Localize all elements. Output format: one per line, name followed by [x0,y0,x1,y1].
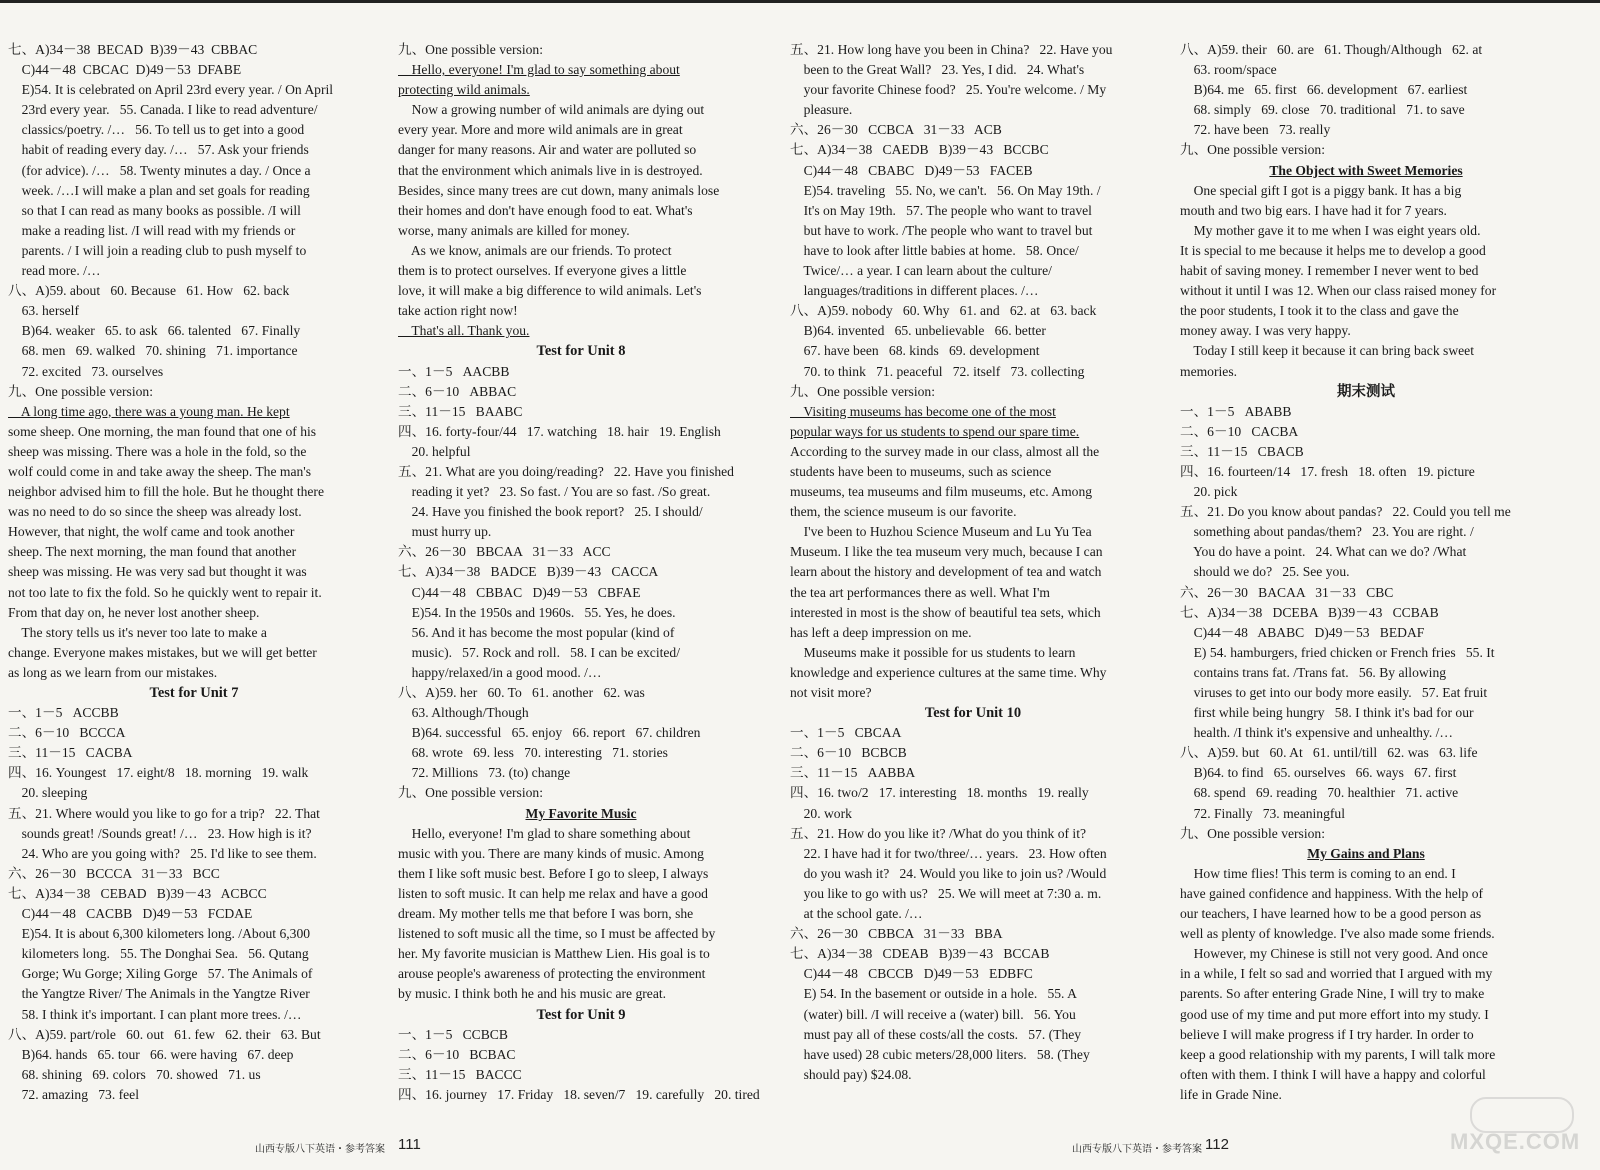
answer-line: but have to work. /The people who want to travel but [790,222,1093,238]
answer-line: C)44－48 CBBAC D)49－53 CBFAE [398,584,641,600]
answer-line: worse, many animals are killed for money. [398,222,630,238]
answer-line: them is to protect ourselves. If everyone gives a little [398,263,687,279]
answer-line: read more. /… [8,263,101,279]
answer-line: According to the survey made in our class, almost all the [790,443,1100,459]
answer-line: parents. So after entering Grade Nine, I will try to make [1180,986,1485,1002]
answer-line: believe I will make progress if I try harder. In order to [1180,1026,1474,1042]
answer-line: 期末测试 [1337,383,1395,400]
answer-line: the poor students, I took it to the class and gave the [1180,303,1459,319]
answer-line: 68. shining 69. colors 70. showed 71. us [8,1066,261,1082]
answer-line: change. Everyone makes mistakes, but we will get better [8,644,317,660]
answer-line: 九、One possible version: [8,383,153,399]
answer-line: 八、A)59. part/role 60. out 61. few 62. their 63. But [8,1026,321,1042]
answer-line: 二、6－10 BCBCB [790,745,907,761]
answer-line: B)64. invented 65. unbelievable 66. better [790,323,1046,339]
answer-line: our teachers, I have learned how to be a good person as [1180,906,1482,922]
answer-column-1 [8,40,380,1105]
answer-line: 二、6－10 ABBAC [398,383,517,399]
answer-line: happy/relaxed/in a good mood. /… [398,664,602,680]
footer-label-left: 山西专版八下英语・参考答案 [255,1144,385,1155]
watermark-text: MXQE.COM [1450,1129,1581,1154]
answer-line: the Yangtze River/ The Animals in the Yangtze River [8,986,310,1002]
answer-line: My Gains and Plans [1307,845,1425,861]
top-border [0,0,1600,3]
answer-line: 三、11－15 BAABC [398,403,523,419]
answer-line: 70. to think 71. peaceful 72. itself 73. collecting [790,363,1085,379]
answer-line: 六、26－30 BACAA 31－33 CBC [1180,584,1394,600]
answer-line: has left a deep impression on me. [790,624,972,640]
answer-line: kilometers long. 55. The Donghai Sea. 56. Qutang [8,946,309,962]
answer-line: 六、26－30 BBCAA 31－33 ACC [398,544,611,560]
answer-line: 72. excited 73. ourselves [8,363,164,379]
answer-line: 63. Although/Though [398,705,529,721]
answer-line: 68. simply 69. close 70. traditional 71. to save [1180,102,1465,118]
answer-line: languages/traditions in different places. /… [790,283,1039,299]
answer-line: not visit more? [790,685,872,700]
answer-line: sheep was missing. There was a hole in the fold, so the [8,443,307,459]
answer-line: 四、16. Youngest 17. eight/8 18. morning 19. walk [8,765,309,781]
answer-line: As we know, animals are our friends. To protect [398,242,672,258]
answer-line: arouse people's awareness of protecting the environment [398,966,706,982]
answer-line: 一、1－5 CCBCB [398,1026,508,1042]
answer-line: C)44－48 CACBB D)49－53 FCDAE [8,906,253,922]
answer-line: them I like soft music best. Before I go to sleep, I always [398,865,709,881]
answer-line: 八、A)59. their 60. are 61. Though/Although 62. at [1180,42,1483,57]
answer-line: 72. have been 73. really [1180,122,1331,138]
answer-line: 五、21. How do you like it? /What do you think of it? [790,825,1087,841]
answer-line: 20. helpful [398,443,471,459]
answer-line: I've been to Huzhou Science Museum and Lu Yu Tea [790,524,1092,540]
answer-line: From that day on, he never lost another sheep. [8,604,260,620]
answer-line: A long time ago, there was a young man. He kept [8,403,290,419]
answer-line: health. /I think it's expensive and unhealthy. /… [1180,725,1454,741]
answer-line: as long as we learn from our mistakes. [8,664,218,680]
answer-line: 八、A)59. her 60. To 61. another 62. was [398,685,645,700]
answer-line: 72. amazing 73. feel [8,1086,139,1102]
watermark-logo [1440,1095,1590,1155]
answer-line: B)64. me 65. first 66. development 67. earliest [1180,82,1468,98]
answer-line: 20. pick [1180,484,1238,500]
answer-line: E) 54. hamburgers, fried chicken or French fries 55. It [1180,644,1495,660]
answer-line: contains trans fat. /Trans fat. 56. By allowing [1180,664,1447,680]
answer-line: 一、1－5 ACCBB [8,705,119,721]
answer-line: Today I still keep it because it can bring back sweet [1180,343,1474,359]
answer-line: 五、21. Where would you like to go for a trip? 22. That [8,805,320,821]
watermark-badge-icon [1470,1097,1574,1133]
answer-line: some sheep. One morning, the man found that one of his [8,423,317,439]
answer-line: interested in most is the show of beautiful tea sets, which [790,604,1101,620]
answer-line: 九、One possible version: [398,785,543,801]
answer-line: 九、One possible version: [1180,825,1325,841]
answer-line: 三、11－15 AABBA [790,765,916,781]
answer-line: something about pandas/them? 23. You are right. / [1180,524,1474,540]
answer-line: mouth and two big ears. I have had it for 7 years. [1180,202,1447,218]
answer-line: The Object with Sweet Memories [1269,162,1463,178]
answer-line: 一、1－5 ABABB [1180,403,1292,419]
answer-line: It is special to me because it helps me to develop a good [1180,242,1486,258]
answer-line: 四、16. fourteen/14 17. fresh 18. often 19. picture [1180,463,1475,479]
answer-line: museums, tea museums and film museums, etc. Among [790,484,1093,500]
answer-line: classics/poetry. /… 56. To tell us to get into a good [8,122,305,138]
answer-line: (for advice). /… 58. Twenty minutes a day. / Once a [8,162,311,178]
answer-line: you like to go with us? 25. We will meet at 7:30 a. m. [790,885,1102,901]
answer-line: 七、A)34－38 DCEBA B)39－43 CCBAB [1180,604,1439,620]
answer-line: at the school gate. /… [790,906,923,922]
answer-line: music with you. There are many kinds of music. Among [398,845,704,861]
answer-line: life in Grade Nine. [1180,1086,1282,1102]
answer-line: neighbor advised him to fill the hole. But he thought there [8,484,324,500]
answer-line: dream. My mother tells me that before I was born, she [398,906,694,922]
answer-line: Hello, everyone! I'm glad to share something about [398,825,691,841]
answer-line: However, that night, the wolf came and took another [8,524,295,540]
answer-column-2 [398,40,764,1105]
answer-line: the tea art performances there as well. What I'm [790,584,1050,600]
answer-line: 六、26－30 CBBCA 31－33 BBA [790,926,1003,942]
answer-line: 68. men 69. walked 70. shining 71. importance [8,343,298,359]
answer-line: sheep. The next morning, the man found that another [8,544,297,560]
answer-line: habit of reading every day. /… 57. Ask your friends [8,142,309,158]
answer-line: 五、21. How long have you been in China? 22. Have you [790,42,1113,57]
answer-line: That's all. Thank you. [398,323,530,339]
answer-line: must pay all of these costs/all the costs. 57. (They [790,1026,1082,1042]
answer-line: wolf could come in and take away the sheep. The man's [8,463,312,479]
answer-line: 三、11－15 BACCC [398,1066,522,1082]
answer-line: Twice/… a year. I can learn about the culture/ [790,263,1052,279]
answer-line: 68. spend 69. reading 70. healthier 71. active [1180,785,1459,801]
answer-line: B)64. hands 65. tour 66. were having 67. deep [8,1046,294,1062]
answer-line: them, the science museum is our favorite. [790,504,1017,520]
answer-line: every year. More and more wild animals are in great [398,122,683,138]
answer-line: 68. wrote 69. less 70. interesting 71. stories [398,745,668,761]
answer-line: My Favorite Music [525,805,637,821]
answer-line: It's on May 19th. 57. The people who want to travel [790,202,1092,218]
answer-line: 22. I have had it for two/three/… years. 23. How often [790,845,1107,861]
answer-line: must hurry up. [398,524,492,540]
answer-line: B)64. weaker 65. to ask 66. talented 67. Finally [8,323,301,339]
answer-line: 八、A)59. but 60. At 61. until/till 62. was 63. life [1180,745,1478,761]
answer-line: 八、A)59. nobody 60. Why 61. and 62. at 63. back [790,303,1097,319]
answer-line: money away. I was very happy. [1180,323,1351,339]
answer-line: Test for Unit 7 [149,685,239,701]
answer-line: My mother gave it to me when I was eight years old. [1180,222,1481,238]
answer-line: was no need to do so since the sheep was already lost. [8,504,302,520]
answer-line: your favorite Chinese food? 25. You're welcome. / My [790,82,1107,98]
answer-line: love, it will make a big difference to wild animals. Let's [398,283,702,299]
answer-line: sounds great! /Sounds great! /… 23. How high is it? [8,825,312,841]
page-number-right: 112 [1205,1136,1229,1153]
answer-line: often with them. I think I will have a happy and colorful [1180,1066,1486,1082]
answer-column-4 [1180,40,1552,1105]
answer-line: 七、A)34－38 CEBAD B)39－43 ACBCC [8,885,267,901]
answer-line: 四、16. two/2 17. interesting 18. months 19. really [790,785,1089,801]
answer-line: 58. I think it's important. I can plant more trees. /… [8,1006,302,1022]
footer-label-right: 山西专版八下英语・参考答案 [1072,1144,1202,1155]
answer-line: 七、A)34－38 BADCE B)39－43 CACCA [398,564,659,580]
answer-line: do you wash it? 24. Would you like to join us? /Would [790,865,1107,881]
answer-line: Test for Unit 10 [924,705,1022,722]
answer-line: listen to soft music. It can help me relax and have a good [398,885,708,901]
answer-column-3 [790,40,1156,1085]
answer-line: 四、16. forty-four/44 17. watching 18. hair 19. English [398,423,721,439]
answer-line: have gained confidence and happiness. With the help of [1180,885,1484,901]
answer-line: Now a growing number of wild animals are dying out [398,102,705,118]
answer-line: 二、6－10 CACBA [1180,423,1299,439]
answer-line: (water) bill. /I will receive a (water) bill. 56. You [790,1006,1076,1022]
answer-line: habit of saving money. I remember I never went to bed [1180,263,1479,279]
answer-line: 72. Millions 73. (to) change [398,765,571,781]
answer-line: music). 57. Rock and roll. 58. I can be excited/ [398,644,680,660]
answer-line: 24. Have you finished the book report? 25. I should/ [398,504,703,520]
answer-line: been to the Great Wall? 23. Yes, I did. 24. What's [790,62,1085,78]
answer-line: in a while, I felt so sad and worried that I argued with my [1180,966,1493,982]
answer-line: C)44－48 CBCCB D)49－53 EDBFC [790,966,1033,982]
answer-line: 72. Finally 73. meaningful [1180,805,1345,821]
answer-line: take action right now! [398,303,518,319]
answer-line: 20. work [790,805,852,821]
answer-line: listened to soft music all the time, so I must be affected by [398,926,716,942]
answer-line: 二、6－10 BCBAC [398,1046,516,1062]
answer-line: sheep was missing. He was very sad but thought it was [8,564,307,580]
answer-line: viruses to get into our body more easily. 57. Eat fruit [1180,685,1488,700]
answer-line: so that I can read as many books as possible. /I will [8,202,301,218]
answer-line: that the environment which animals live in is destroyed. [398,162,703,178]
answer-line: should we do? 25. See you. [1180,564,1350,580]
answer-line: 24. Who are you going with? 25. I'd like to see them. [8,845,317,861]
answer-line: 23rd every year. 55. Canada. I like to read adventure/ [8,102,318,118]
answer-line: parents. / I will join a reading club to push myself to [8,242,307,258]
answer-line: pleasure. [790,102,853,118]
answer-line: well as plenty of knowledge. I've also made some friends. [1180,926,1495,942]
answer-line: good use of my time and put more effort into my study. I [1180,1006,1489,1022]
answer-line: 63. herself [8,303,79,319]
answer-line: 五、21. What are you doing/reading? 22. Have you finished [398,463,734,479]
answer-line: B)64. to find 65. ourselves 66. ways 67. first [1180,765,1457,781]
answer-line: 20. sleeping [8,785,88,801]
answer-line: memories. [1180,363,1238,379]
answer-line: E)54. It is celebrated on April 23rd every year. / On April [8,82,334,98]
answer-line: 七、A)34－38 CDEAB B)39－43 BCCAB [790,946,1050,962]
answer-line: Besides, since many trees are cut down, many animals lose [398,182,720,198]
answer-line: without it until I was 12. When our class raised money for [1180,283,1497,299]
answer-line: 56. And it has become the most popular (kind of [398,624,675,640]
answer-line: 七、A)34－38 CAEDB B)39－43 BCCBC [790,142,1049,158]
answer-line: 六、26－30 BCCCA 31－33 BCC [8,865,220,881]
answer-line: E)54. traveling 55. No, we can't. 56. On May 19th. / [790,182,1101,198]
answer-line: have to look after little babies at home. 58. Once/ [790,242,1079,258]
answer-line: keep a good relationship with my parents, I will talk more [1180,1046,1496,1062]
answer-line: her. My favorite musician is Matthew Lien. His goal is to [398,946,710,962]
answer-line: should pay) $24.08. [790,1066,912,1082]
answer-line: week. /…I will make a plan and set goals for reading [8,182,310,198]
answer-line: 67. have been 68. kinds 69. development [790,343,1040,359]
answer-line: protecting wild animals. [398,82,530,98]
answer-line: 三、11－15 CBACB [1180,443,1304,459]
answer-line: One special gift I got is a piggy bank. It has a big [1180,182,1462,198]
answer-line: 三、11－15 CACBA [8,745,133,761]
answer-line: Museums make it possible for us students to learn [790,644,1076,660]
answer-line: 一、1－5 CBCAA [790,725,902,741]
answer-line: E)54. It is about 6,300 kilometers long. /About 6,300 [8,926,311,942]
answer-line: 二、6－10 BCCCA [8,725,126,741]
answer-line: first while being hungry 58. I think it's bad for our [1180,705,1474,721]
answer-line: Test for Unit 9 [536,1006,626,1023]
answer-line: Gorge; Wu Gorge; Xiling Gorge 57. The Animals of [8,966,313,982]
answer-line: C)44－48 CBCAC D)49－53 DFABE [8,62,242,78]
answer-line: 九、One possible version: [790,383,935,399]
answer-line: 九、One possible version: [1180,142,1325,158]
page-number-left: 111 [398,1136,421,1153]
answer-line: Hello, everyone! I'm glad to say something about [398,62,680,78]
answer-line: 六、26－30 CCBCA 31－33 ACB [790,122,1002,138]
answer-line: E)54. In the 1950s and 1960s. 55. Yes, he does. [398,604,676,620]
answer-line: not too late to fix the fold. So he quickly went to repair it. [8,584,322,600]
answer-line: You do have a point. 24. What can we do? /What [1180,544,1467,560]
answer-line: Visiting museums has become one of the most [790,403,1056,419]
answer-line: popular ways for us students to spend our spare time. [790,423,1080,439]
answer-line: reading it yet? 23. So fast. / You are so fast. /So great. [398,484,711,500]
answer-line: students have been to museums, such as science [790,463,1052,479]
answer-line: by music. I think both he and his music are great. [398,986,667,1002]
answer-line: 八、A)59. about 60. Because 61. How 62. back [8,283,290,299]
answer-line: danger for many reasons. Air and water are polluted so [398,142,697,158]
answer-line: 四、16. journey 17. Friday 18. seven/7 19. carefully 20. tired [398,1086,760,1102]
answer-line: The story tells us it's never too late to make a [8,624,267,640]
answer-line: E) 54. In the basement or outside in a hole. 55. A [790,986,1077,1002]
answer-line: 一、1－5 AACBB [398,363,510,379]
answer-line: knowledge and experience cultures at the same time. Why [790,664,1107,680]
answer-line: 五、21. Do you know about pandas? 22. Could you tell me [1180,504,1511,520]
answer-line: C)44－48 ABABC D)49－53 BEDAF [1180,624,1425,640]
answer-line: Museum. I like the tea museum very much, because I can [790,544,1103,560]
answer-line: Test for Unit 8 [536,343,626,360]
answer-line: How time flies! This term is coming to an end. I [1180,865,1456,881]
answer-line: B)64. successful 65. enjoy 66. report 67. children [398,725,701,741]
answer-line: learn about the history and development of tea and watch [790,564,1102,580]
answer-line: 九、One possible version: [398,42,543,57]
answer-line: C)44－48 CBABC D)49－53 FACEB [790,162,1033,178]
answer-line: make a reading list. /I will read with my friends or [8,222,296,238]
answer-line: have used) 28 cubic meters/28,000 liters. 58. (They [790,1046,1090,1062]
answer-line: However, my Chinese is still not very good. And once [1180,946,1488,962]
answer-line: their homes and don't have enough food to eat. What's [398,202,693,218]
answer-line: 七、A)34－38 BECAD B)39－43 CBBAC [8,42,258,57]
answer-line: 63. room/space [1180,62,1277,78]
